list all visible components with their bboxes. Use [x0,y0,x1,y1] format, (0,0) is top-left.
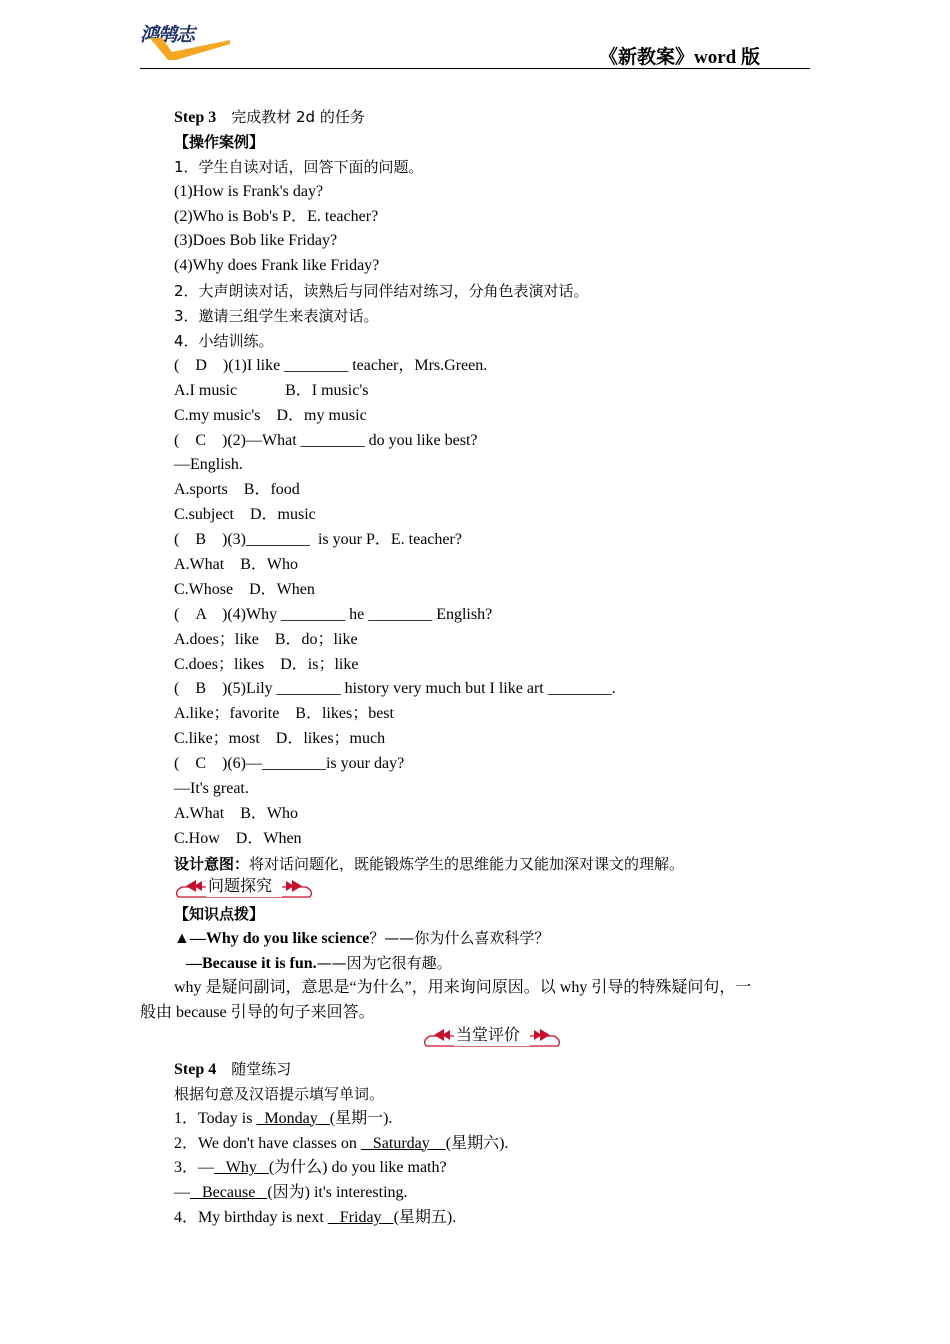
exercise-stem: ( C )(2)—What ________ do you like best? [174,431,478,449]
knowledge-label: 【知识点拨】 [174,904,265,923]
question: (1)How is Frank's day? [174,182,324,200]
exercise-option: A.I music B．I music's [174,381,369,399]
section-banner-explore [174,877,814,902]
exercise-option: C.like；most D．likes；much [174,730,386,748]
exercise-option: A.does；like B．do；like [174,630,358,648]
exercise-option: —English. [174,456,243,474]
page-content [140,105,814,1231]
exercise-stem: ( D )(1)I like ________ teacher，Mrs.Green. [174,356,488,374]
question: (3)Does Bob like Friday? [174,232,338,250]
header-divider [140,68,810,69]
exercise-option: A.What B．Who [174,804,298,822]
banner-explore-label: 问题探究 [208,875,273,895]
knowledge-line1: ▲—Why do you like science？——你为什么喜欢科学？ [174,929,550,948]
exercise-stem: ( A )(4)Why ________ he ________ English? [174,605,493,623]
question: (4)Why does Frank like Friday? [174,257,380,275]
step4-instruction: 根据句意及汉语提示填写单词。 [174,1084,385,1103]
exercise-option: C.subject D．music [174,506,316,524]
exercise-stem: ( B )(5)Lily ________ history very much but I like art ________. [174,680,616,698]
fill-item: 1．Today is Monday (星期一). [174,1109,393,1127]
logo [140,18,235,63]
step3-item1: 1．学生自读对话，回答下面的问题。 [174,157,424,176]
exercise-stem: ( C )(6)—________is your day? [174,755,405,773]
fill-item: 4．My birthday is next Friday (星期五). [174,1209,457,1227]
exercise-option: C.Whose D．When [174,580,315,598]
step4-title: Step 4 随堂练习 [174,1059,292,1078]
fill-item: — Because (因为) it's interesting. [174,1184,408,1202]
step3-item3: 3．邀请三组学生来表演对话。 [174,307,379,326]
step3-item2: 2．大声朗读对话，读熟后与同伴结对练习，分角色表演对话。 [174,282,589,301]
header-title: 《新教案》word 版 [599,47,760,68]
step3-item4: 4．小结训练。 [174,332,274,351]
case-label: 【操作案例】 [174,132,265,151]
exercise-option: A.like；favorite B．likes；best [174,705,394,723]
logo-chevron-icon [150,38,230,62]
banner-eval-label: 当堂评价 [456,1024,521,1044]
exercise-option: —It's great. [174,780,249,798]
exercise-option: C.my music's D．my music [174,406,367,424]
exercise-option: C.does；likes D．is；like [174,655,359,673]
exercise-option: C.How D．When [174,829,302,847]
design-intent: 设计意图：将对话问题化，既能锻炼学生的思维能力又能加深对课文的理解。 [174,854,685,873]
question: (2)Who is Bob's P．E. teacher? [174,207,379,225]
exercise-stem: ( B )(3)________ is your P．E. teacher? [174,531,462,549]
fill-item: 3．— Why (为什么) do you like math? [174,1159,447,1177]
logo-text: 鸿鹄志 [140,24,195,46]
knowledge-para-line1: why 是疑问副词，意思是“为什么”，用来询问原因。以 why 引导的特殊疑问句，一 [174,979,752,997]
knowledge-para-line2: 般由 because 引导的句子来回答。 [140,1004,375,1022]
knowledge-line2: —Because it is fun.——因为它很有趣。 [186,954,452,973]
section-banner-eval [174,1026,814,1051]
exercise-option: A.sports B．food [174,481,300,499]
step3-title: Step 3 完成教材 2d 的任务 [174,108,365,126]
exercise-option: A.What B．Who [174,556,298,574]
fill-item: 2．We don't have classes on Saturday (星期六). [174,1134,509,1152]
